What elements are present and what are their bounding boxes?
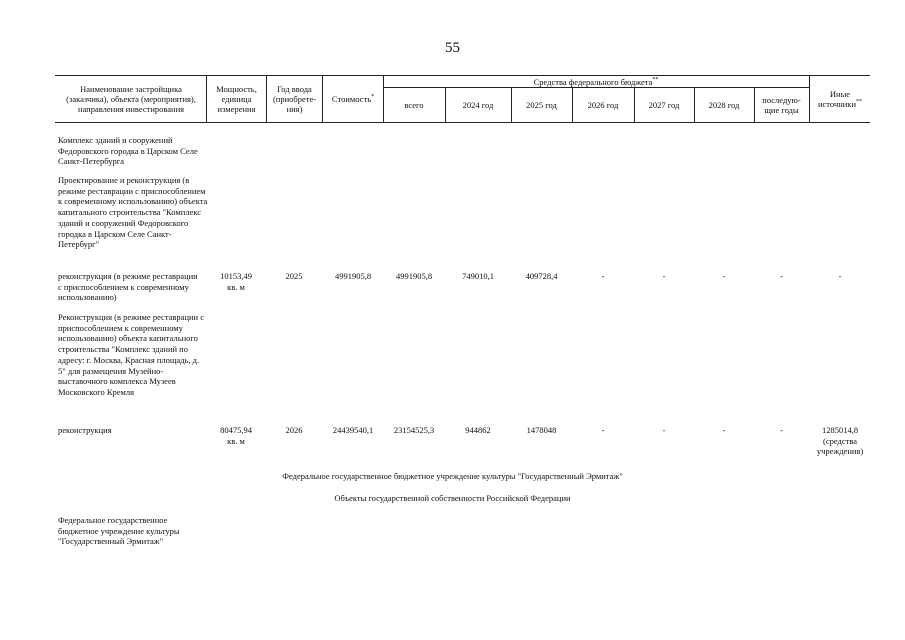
r1-cost: 4991905,8	[334, 271, 372, 281]
divider	[809, 75, 810, 122]
header-total: всего	[404, 100, 424, 110]
r1-capacity: 10153,49 кв. м	[220, 271, 252, 292]
r2-2025: 1478048	[526, 425, 557, 435]
header-later-years: последую-щие годы	[762, 95, 801, 115]
section-institution: Федеральное государственное бюджетное учреждение культуры "Государственный Эрмитаж"	[282, 471, 623, 481]
r2-2026: -	[601, 425, 605, 435]
r1-name: реконструкция (в режиме реставрации с приспособлением к современному использованию)	[58, 271, 198, 303]
r1-2027: -	[662, 271, 666, 281]
header-2027: 2027 год	[648, 100, 680, 110]
header-cost: Стоимость*	[331, 94, 375, 104]
r1-total: 4991905,8	[395, 271, 433, 281]
divider	[206, 75, 207, 122]
header-capacity: Мощность, единица измерения	[216, 84, 257, 114]
section-objects: Объекты государственной собственности Российской Федерации	[334, 493, 571, 503]
r2-name: реконструкция	[58, 425, 112, 435]
r1-2026: -	[601, 271, 605, 281]
r2-2024: 944862	[465, 425, 491, 435]
divider	[322, 75, 323, 122]
project2-title: Реконструкция (в режиме реставрации с приспособлением к современному использованию) объекта капитального строительства "Комплекс зданий по адресу: г. Москва, Красная площадь, д. 5" для размещения Музейно-выставочного комплекса Музеев Московского Кремля	[58, 312, 204, 397]
r2-2028: -	[722, 425, 726, 435]
header-2026: 2026 год	[587, 100, 619, 110]
r1-2024: 749010,1	[462, 271, 494, 281]
r2-other: 1285014,8 (средства учреждения)	[816, 425, 864, 457]
header-2024: 2024 год	[462, 100, 494, 110]
r1-year: 2025	[285, 271, 303, 281]
r1-other: -	[838, 271, 842, 281]
divider	[266, 75, 267, 122]
r2-later: -	[780, 425, 783, 435]
page-number: 55	[445, 40, 460, 56]
hermitage-title: Федеральное государственное бюджетное учреждение культуры "Государственный Эрмитаж"	[58, 515, 180, 547]
r1-2028: -	[722, 271, 726, 281]
header-other-sources: Иные источники**	[817, 89, 862, 109]
r2-2027: -	[662, 425, 666, 435]
header-name: Наименование застройщика (заказчика), объекта (мероприятия), направления инвестирования	[66, 84, 196, 114]
header-2025: 2025 год	[526, 100, 557, 110]
header-2028: 2028 год	[708, 100, 740, 110]
r2-total: 23154525,3	[393, 425, 435, 435]
federal-budget-rule	[383, 87, 809, 88]
r2-capacity: 80475,94 кв. м	[220, 425, 252, 446]
header-year: Год ввода (приобрете-ния)	[272, 84, 317, 114]
r2-year: 2026	[285, 425, 303, 435]
header-bottom-rule	[55, 122, 870, 123]
r2-cost: 24439540,1	[332, 425, 374, 435]
r1-later: -	[780, 271, 783, 281]
complex-title: Комплекс зданий и сооружений Федоровского городка в Царском Селе Санкт-Петербурга	[58, 135, 198, 167]
header-federal-budget: Средства федерального бюджета**	[533, 76, 659, 87]
r1-2025: 409728,4	[525, 271, 558, 281]
project1-title: Проектирование и реконструкция (в режиме реставрации с приспособлением к современному использованию) объекта капитального строительства "Комплекс зданий и сооружений Федоровского городка в Царском Селе Санкт-Петербург"	[58, 175, 208, 250]
